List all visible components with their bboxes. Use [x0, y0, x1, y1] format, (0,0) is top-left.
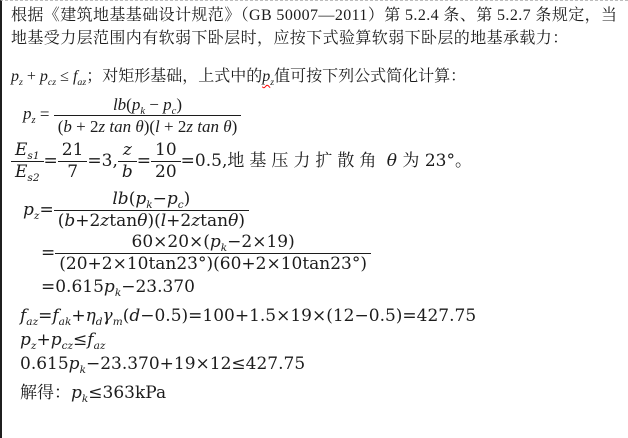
bearing-capacity-statement: $p_z + p_{cz} \le f_{az}$；对矩形基础，上式中的$p_z$值可按下列公式简化计算： [11, 68, 467, 88]
fraction: $\frac{10}{20}$ [151, 141, 181, 182]
intro-line-1: 根据《建筑地基基础设计规范》（GB 50007—2011）第 5.2.4 条、第 5.2.7 条规定，当 [11, 7, 618, 24]
modulus-ratio-line: $\frac{E_{s1}}{E_{s2}}$ = $\frac{21}{7}$ =3, $\frac{z}{b}$ = $\frac{10}{20}$ =0.5,地基压力扩散角 θ 为 23°。 [11, 141, 624, 182]
fraction: $\frac{60\times 20\times(p_k-2\times 19)}{(20+2\times 10\tan 23^\circ)(60+2\times 10\tan 23^\circ)}$ [55, 233, 371, 274]
formula-pz-expanded: $p_z=$ $\frac{lb(p_k-p_c)}{(b+2ztan\theta)(l+2ztan\theta)}$ [23, 190, 624, 231]
conclusion-line: 解得：$p_k\le 363kPa$ [20, 383, 167, 406]
inequality-substituted: $0.615p_k-23.370+19\times 12\le 427.75$ [20, 354, 306, 377]
formula-pz-result: $=0.615p_k-23.370$ [41, 277, 195, 300]
formula-pz-substituted: = $\frac{60\times 20\times(p_k-2\times 19)}{(20+2\times 10\tan 23^\circ)(60+2\times 10\tan 23^\circ)}$ [41, 233, 624, 274]
fraction: $\frac{21}{7}$ [58, 141, 88, 182]
inequality-check: $p_z+p_{cz}\le f_{az}$ [20, 330, 106, 353]
intro-line-2: 地基受力层范围内有软弱下卧层时，应按下式验算软弱下卧层的地基承载力： [11, 30, 569, 47]
fraction: $\frac{lb(p_k-p_c)}{(b+2ztan\theta)(l+2ztan\theta)}$ [54, 190, 249, 231]
formula-faz: $f_{az}=f_{ak}+\eta_d\gamma_m(d-0.5)=100+1.5\times 19\times(12-0.5)=427.75$ [20, 306, 477, 329]
formula-pz-definition: $p_z$ = $\frac{lb(p_k - p_c)}{\text{(b + 2z tan θ)(l + 2z tan θ)}}$ [23, 95, 624, 136]
fraction: $\frac{E_{s1}}{E_{s2}}$ [11, 141, 44, 182]
fraction: $\frac{lb(p_k - p_c)}{\text{(b + 2z tan θ)(l + 2z tan θ)}}$ [54, 95, 242, 136]
fraction: $\frac{z}{b}$ [118, 141, 137, 182]
